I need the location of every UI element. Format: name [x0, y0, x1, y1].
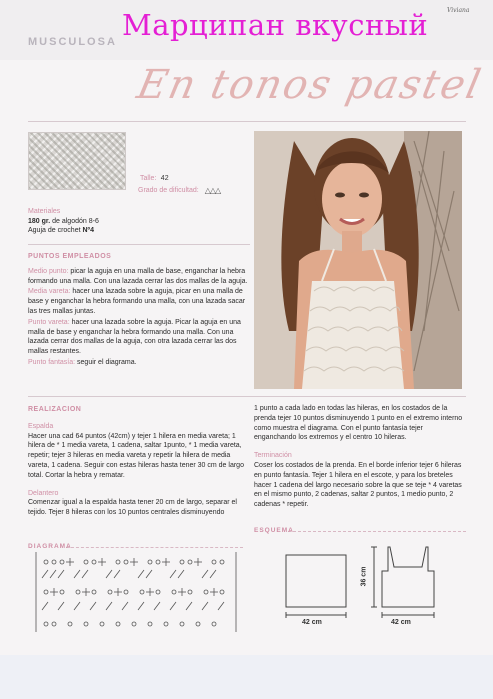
points-heading: PUNTOS EMPLEADOS — [28, 253, 112, 260]
size-value: 42 — [160, 175, 169, 182]
stitch-diagram — [28, 543, 243, 635]
schematic — [254, 527, 466, 637]
footer-band — [0, 655, 493, 699]
model-illustration — [254, 131, 462, 389]
schematic-label: ESQUEMA — [254, 527, 294, 534]
point-item: Media vareta: hacer una lazada sobre la aguja, picar en una malla de base y enganchar la hebra formando una malla, con una lazada sacar las tres mallas juntas. — [28, 288, 246, 315]
point-item: Punto vareta: hacer una lazada sobre la aguja. Picar la aguja en una malla de base y enganchar la hebra formando una malla. Con una lazada cerrar dos mallas de la aguja, con otra lazada cerrar las dos mallas restantes. — [28, 318, 241, 356]
difficulty-icon: △△△ — [204, 186, 221, 195]
front-height-label: 36 cm — [360, 566, 368, 587]
materials-weight: 180 gr. — [28, 217, 51, 225]
materials-yarn: de algodón 8-6 — [50, 217, 99, 225]
continued-column — [254, 404, 466, 510]
header-rule — [28, 121, 466, 122]
delantero-text: Comenzar igual a la espalda hasta tener 20 cm de largo, separar el tejido. Tejer 8 hileras con los 10 puntos centrales disminuyendo — [28, 499, 237, 517]
size-label: Talle: — [140, 175, 157, 182]
diagram-label: DIAGRAMA — [28, 543, 72, 550]
schematic-divider — [288, 531, 466, 532]
point-item: Punto fantasía: seguir el diagrama. — [28, 358, 137, 366]
realizacion-section — [28, 405, 250, 518]
stitch-swatch-image — [28, 132, 126, 190]
size-line — [140, 167, 169, 185]
materials-needle: Aguja de crochet — [28, 227, 83, 234]
section-tag: MUSCULOSA — [28, 36, 117, 48]
front-width-label: 42 cm — [391, 619, 411, 626]
realizacion-rule — [28, 396, 466, 397]
point-item: Medio punto: picar la aguja en una malla de base, enganchar la hebra formando una malla. Con una lazada cerrar las dos mallas de la aguja. — [28, 267, 248, 285]
terminacion-title: Terminación — [254, 452, 292, 460]
garment-outline-icon — [254, 537, 466, 637]
delantero-title: Delantero — [28, 489, 59, 497]
continued-text: 1 punto a cada lado en todas las hileras, en los costados de la prenda tejer 10 puntos disminuyendo 1 punto en el extremo interno como muestra el diagrama. Con el punto fantasía tejer enganchando los extremos y el centro 10 hileras. — [254, 405, 463, 442]
materials-line-2 — [28, 226, 248, 236]
materials-heading: Materiales — [28, 208, 61, 215]
signature: Viviana — [447, 7, 470, 14]
espalda-text: Hacer una cad 64 puntos (42cm) y tejer 1 hilera en media vareta; 1 hilera de * 1 media vareta, 1 cadena, saltar 1punto, * 1 media vareta, repetir; tejer 3 hileras en media vareta y repetir la hilera de media vareta, 1 cadena. Seguir con estas hileras hasta tener 30 cm de largo total. Cortar la hebra y rematar. — [28, 432, 244, 479]
materials-section — [28, 207, 248, 236]
points-section — [28, 252, 250, 369]
espalda-title: Espalda — [28, 422, 54, 430]
points-rule — [28, 244, 250, 245]
terminacion-text: Coser los costados de la prenda. En el borde inferior tejer 6 hileras en punto fantasía. Tejer 1 hilera en el escote, y para los breteles hacer 1 cadena del largo necesario sobre la que se teje * 4 varetas en el mismo punto, 2 cadenas, saltar 2 puntos, 1 medio punto, 2 cadenas * repetir. — [254, 461, 462, 509]
difficulty-label: Grado de dificultad: — [138, 187, 199, 194]
diagram-divider — [66, 547, 243, 548]
diagram-symbols-icon — [28, 552, 243, 636]
script-title: En tonos pastel — [133, 62, 487, 108]
back-width-label: 42 cm — [302, 619, 322, 626]
difficulty-line — [138, 186, 220, 195]
overlay-title: Марципан вкусный — [122, 8, 429, 42]
materials-line-1 — [28, 217, 248, 227]
model-photo — [254, 131, 462, 389]
materials-needle-size: Nº4 — [82, 227, 94, 234]
realizacion-heading: REALIZACION — [28, 406, 82, 413]
